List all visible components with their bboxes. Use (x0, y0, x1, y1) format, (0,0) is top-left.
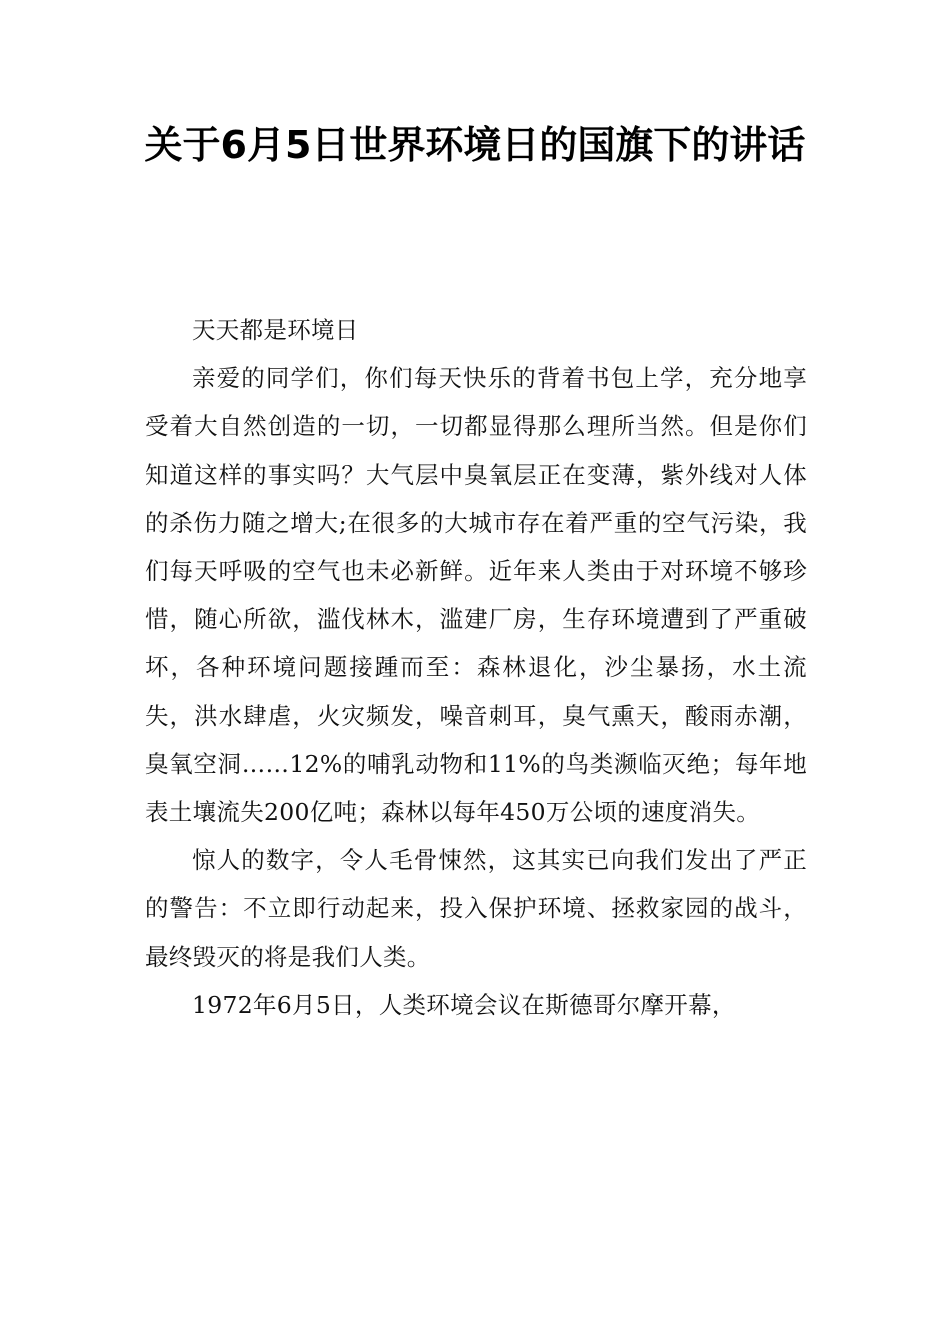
paragraph-warning: 惊人的数字，令人毛骨悚然，这其实已向我们发出了严正的警告：不立即行动起来，投入保护环境、拯救家园的战斗，最终毁灭的将是我们人类。 (145, 846, 807, 971)
paragraph-subtitle: 天天都是环境日 (192, 316, 359, 344)
paragraph-intro: 亲爱的同学们，你们每天快乐的背着书包上学，充分地享受着大自然创造的一切，一切都显得那么理所当然。但是你们知道这样的事实吗？大气层中臭氧层正在变薄，紫外线对人体的杀伤力随之增大;在很多的大城市存在着严重的空气污染，我们每天呼吸的空气也未必新鲜。近年来人类由于对环境不够珍惜，随心所欲，滥伐林木，滥建厂房，生存环境遭到了严重破坏，各种环境问题接踵而至：森林退化，沙尘暴扬，水土流失，洪水肆虐，火灾频发，噪音刺耳，臭气熏天，酸雨赤潮，臭氧空洞……12%的哺乳动物和11%的鸟类濒临灭绝；每年地表土壤流失200亿吨；森林以每年450万公顷的速度消失。 (145, 364, 807, 827)
document-title: 关于6月5日世界环境日的国旗下的讲话 (144, 123, 806, 167)
paragraph-history: 1972年6月5日，人类环境会议在斯德哥尔摩开幕， (192, 990, 736, 1019)
document-body (145, 306, 807, 1029)
